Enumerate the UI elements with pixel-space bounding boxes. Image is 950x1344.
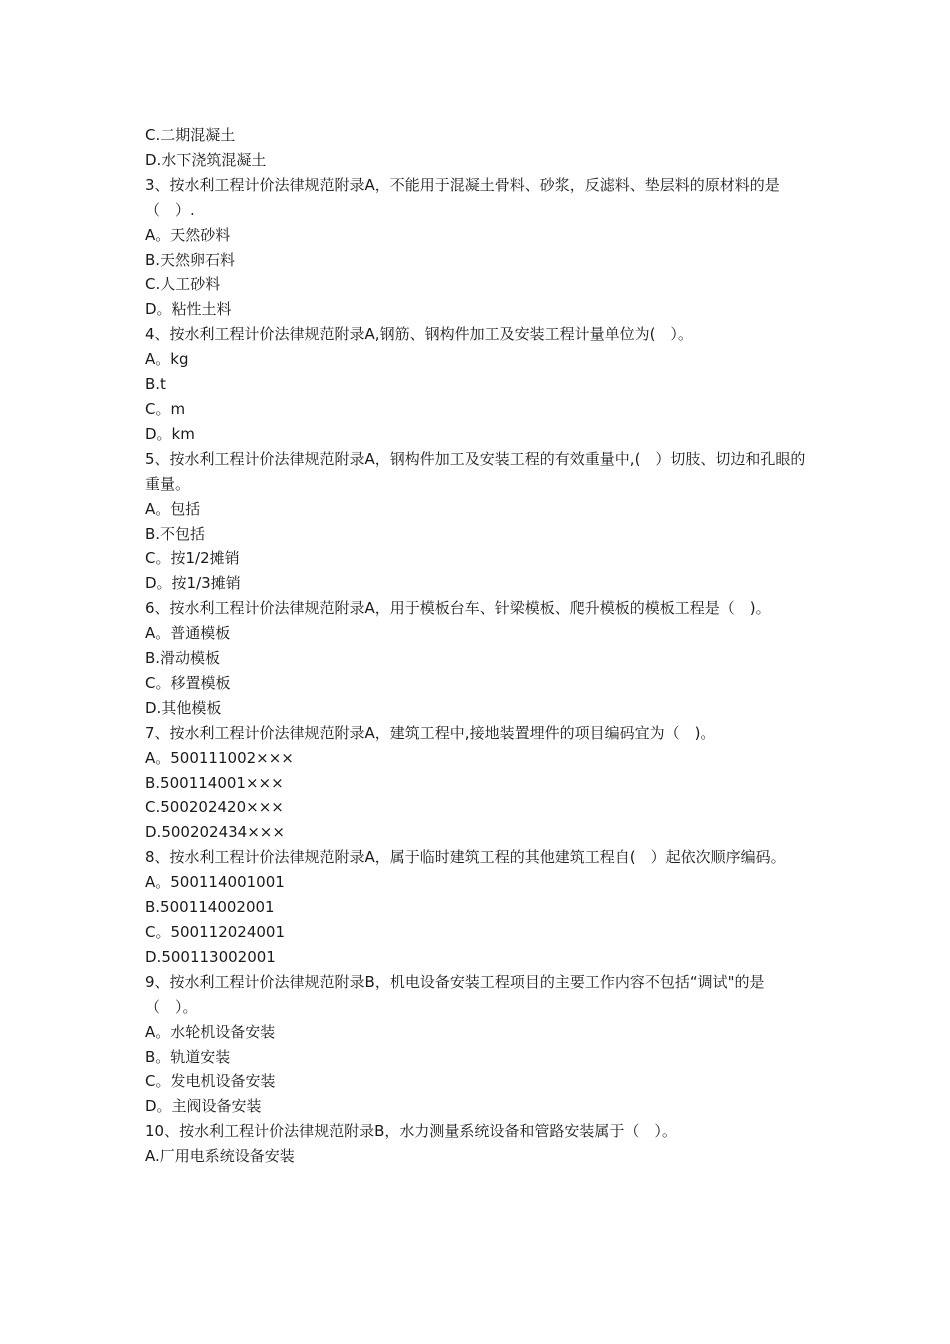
q4-option-b: B.t <box>145 375 166 394</box>
q8-option-d: D.500113002001 <box>145 947 276 966</box>
q3-option-a: A。天然砂料 <box>145 225 231 244</box>
q7-option-b: B.500114001××× <box>145 773 284 792</box>
q3-option-c: C.人工砂料 <box>145 275 221 294</box>
q4-option-d: D。km <box>145 424 195 443</box>
option-d-line: D.水下浇筑混凝土 <box>145 150 267 169</box>
q5-option-b: B.不包括 <box>145 524 206 543</box>
q8-option-b: B.500114002001 <box>145 898 275 917</box>
q8-option-a: A。500114001001 <box>145 873 285 892</box>
q10-option-a: A.厂用电系统设备安装 <box>145 1147 295 1166</box>
q3-option-d: D。粘性土料 <box>145 300 232 319</box>
q7-option-a: A。500111002××× <box>145 748 294 767</box>
document-body <box>145 123 810 1169</box>
question-9: 9、按水利工程计价法律规范附录B，机电设备安装工程项目的主要工作内容不包括“调试"的是（ ）。 <box>145 972 765 1016</box>
option-c-line: C.二期混凝土 <box>145 126 236 144</box>
q6-option-c: C。移置模板 <box>145 673 231 692</box>
q6-option-d: D.其他模板 <box>145 698 222 717</box>
q7-option-d: D.500202434××× <box>145 823 285 842</box>
q6-option-a: A。普通模板 <box>145 624 231 643</box>
question-3: 3、按水利工程计价法律规范附录A，不能用于混凝土骨料、砂浆，反滤料、垫层料的原材料的是（ ）. <box>145 175 780 219</box>
q6-option-b: B.滑动模板 <box>145 649 221 668</box>
question-4: 4、按水利工程计价法律规范附录A,钢筋、钢构件加工及安装工程计量单位为( ）。 <box>145 325 693 344</box>
q9-option-b: B。轨道安装 <box>145 1047 231 1066</box>
question-6: 6、按水利工程计价法律规范附录A，用于模板台车、针梁模板、爬升模板的模板工程是（ )。 <box>145 599 771 618</box>
q4-option-a: A。kg <box>145 350 189 369</box>
question-5: 5、按水利工程计价法律规范附录A，钢构件加工及安装工程的有效重量中,( ）切肢、切边和孔眼的重量。 <box>145 449 806 493</box>
question-10: 10、按水利工程计价法律规范附录B，水力测量系统设备和管路安装属于（ ）。 <box>145 1122 677 1141</box>
q5-option-a: A。包括 <box>145 499 201 518</box>
q9-option-c: C。发电机设备安装 <box>145 1072 276 1091</box>
q5-option-d: D。按1/3摊销 <box>145 574 241 593</box>
q9-option-a: A。水轮机设备安装 <box>145 1022 276 1041</box>
question-8: 8、按水利工程计价法律规范附录A，属于临时建筑工程的其他建筑工程自( ）起依次顺序编码。 <box>145 848 786 867</box>
q5-option-c: C。按1/2摊销 <box>145 549 240 568</box>
q3-option-b: B.天然卵石料 <box>145 250 236 269</box>
q9-option-d: D。主阀设备安装 <box>145 1097 262 1116</box>
q4-option-c: C。m <box>145 399 186 418</box>
q7-option-c: C.500202420××× <box>145 798 284 817</box>
question-7: 7、按水利工程计价法律规范附录A，建筑工程中,接地装置埋件的项目编码宜为（ )。 <box>145 723 716 742</box>
q8-option-c: C。500112024001 <box>145 923 285 941</box>
